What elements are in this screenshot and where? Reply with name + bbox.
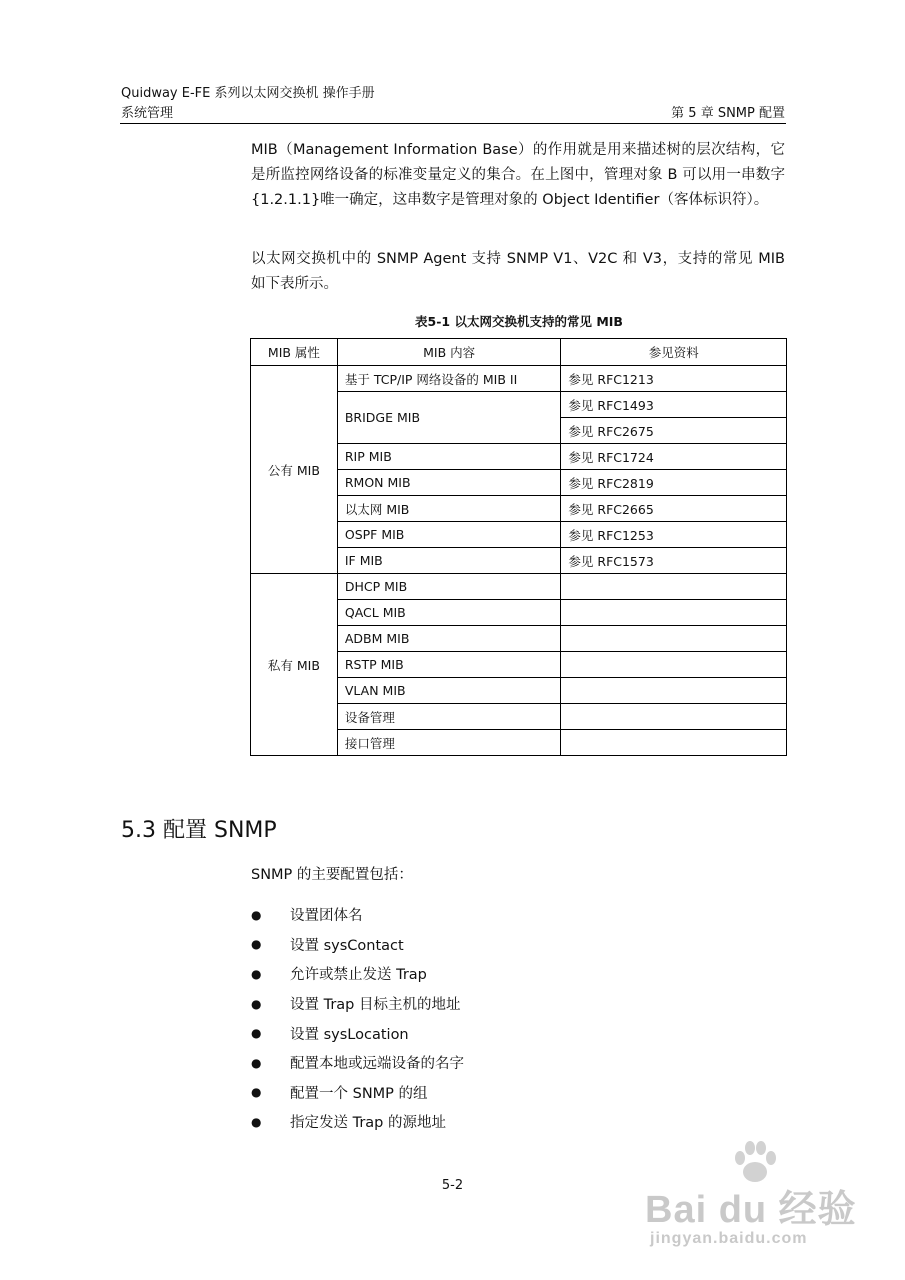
mib-reference-empty	[561, 600, 787, 626]
mib-name: ADBM MIB	[337, 626, 561, 652]
mib-reference-empty	[561, 574, 787, 600]
bullet-icon: ●	[251, 1055, 262, 1070]
header-mib-attribute: MIB 属性	[251, 339, 338, 366]
paragraph-snmp-agent: 以太网交换机中的 SNMP Agent 支持 SNMP V1、V2C 和 V3，支持的常见 MIB 如下表所示。	[251, 251, 785, 292]
list-item	[251, 1048, 771, 1078]
bullet-icon: ●	[251, 1085, 262, 1100]
mib-reference: 参见 RFC1493	[561, 392, 787, 418]
mib-reference: 参见 RFC2819	[561, 470, 787, 496]
section-intro: SNMP 的主要配置包括：	[251, 867, 413, 883]
list-item	[251, 1107, 771, 1137]
bullet-icon: ●	[251, 966, 262, 981]
bullet-icon: ●	[251, 996, 262, 1011]
table-row	[251, 574, 787, 600]
list-item-label: 设置 sysLocation	[290, 1026, 409, 1043]
mib-name: RIP MIB	[337, 444, 561, 470]
table-row	[251, 366, 787, 392]
list-item	[251, 900, 771, 930]
page-number: 5-2	[441, 1178, 464, 1193]
list-item	[251, 930, 771, 960]
list-item-label: 设置 sysContact	[290, 937, 404, 954]
paragraph-mib-description: MIB（Management Information Base）的作用就是用来描述树的层次结构，它是所监控网络设备的标准变量定义的集合。在上图中，管理对象 B 可以用一串数字{1.2.1.1}唯一确定，这串数字是管理对象的 Object Identifier（客体标识符）。	[251, 142, 785, 208]
mib-name: DHCP MIB	[337, 574, 561, 600]
header-mib-content: MIB 内容	[337, 339, 561, 366]
mib-name: 以太网 MIB	[337, 496, 561, 522]
header-divider	[120, 123, 786, 124]
mib-reference-empty	[561, 704, 787, 730]
list-item-label: 指定发送 Trap 的源地址	[290, 1115, 446, 1132]
mib-name: BRIDGE MIB	[337, 392, 561, 444]
section-name: 系统管理	[121, 106, 174, 121]
group-public-mib: 公有 MIB	[251, 366, 338, 574]
doc-title: Quidway E-FE 系列以太网交换机 操作手册	[121, 86, 375, 101]
mib-reference-empty	[561, 678, 787, 704]
chapter-title: 第 5 章 SNMP 配置	[671, 106, 785, 121]
list-item	[251, 1018, 771, 1048]
mib-reference: 参见 RFC1573	[561, 548, 787, 574]
group-private-mib: 私有 MIB	[251, 574, 338, 756]
list-item-label: 配置一个 SNMP 的组	[290, 1085, 428, 1102]
mib-reference: 参见 RFC1213	[561, 366, 787, 392]
bullet-icon: ●	[251, 937, 262, 952]
list-item-label: 设置 Trap 目标主机的地址	[290, 997, 461, 1014]
bullet-icon: ●	[251, 907, 262, 922]
mib-name: 接口管理	[337, 730, 561, 756]
list-item	[251, 989, 771, 1019]
list-item	[251, 1078, 771, 1108]
list-item-label: 允许或禁止发送 Trap	[290, 967, 427, 984]
mib-reference: 参见 RFC1724	[561, 444, 787, 470]
mib-name: OSPF MIB	[337, 522, 561, 548]
mib-reference: 参见 RFC1253	[561, 522, 787, 548]
mib-name: RSTP MIB	[337, 652, 561, 678]
mib-name: 基于 TCP/IP 网络设备的 MIB II	[337, 366, 561, 392]
watermark-url: jingyan.baidu.com	[650, 1230, 808, 1247]
mib-name: QACL MIB	[337, 600, 561, 626]
bullet-icon: ●	[251, 1114, 262, 1129]
mib-name: RMON MIB	[337, 470, 561, 496]
watermark-brand: Bai du 经验	[645, 1189, 857, 1231]
list-item	[251, 959, 771, 989]
list-item-label: 设置团体名	[290, 908, 363, 925]
mib-reference: 参见 RFC2665	[561, 496, 787, 522]
mib-reference-empty	[561, 652, 787, 678]
mib-name: IF MIB	[337, 548, 561, 574]
bullet-icon: ●	[251, 1026, 262, 1041]
header-reference: 参见资料	[561, 339, 787, 366]
mib-name: 设备管理	[337, 704, 561, 730]
mib-name: VLAN MIB	[337, 678, 561, 704]
mib-reference-empty	[561, 730, 787, 756]
mib-reference-empty	[561, 626, 787, 652]
section-heading: 5.3 配置 SNMP	[121, 818, 277, 843]
mib-table	[250, 338, 787, 756]
baidu-watermark	[640, 1140, 870, 1270]
list-item-label: 配置本地或远端设备的名字	[290, 1056, 464, 1073]
table-caption: 表5-1 以太网交换机支持的常见 MIB	[415, 314, 623, 329]
config-item-list	[251, 900, 771, 1137]
table-header-row	[251, 339, 787, 366]
mib-reference: 参见 RFC2675	[561, 418, 787, 444]
